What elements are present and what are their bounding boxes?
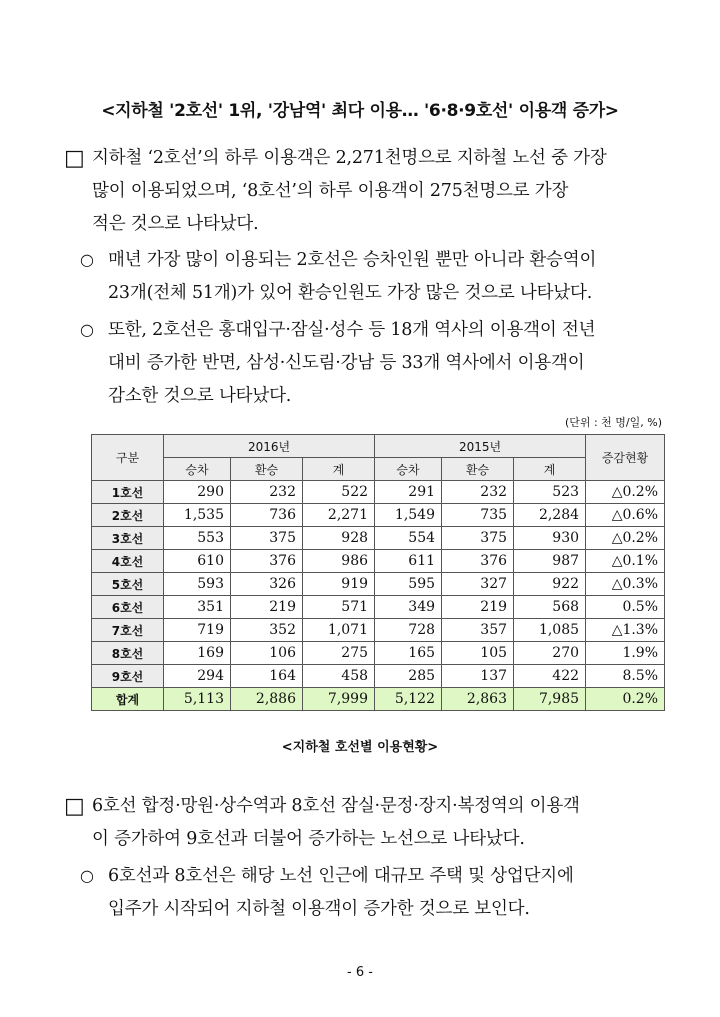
row-line-label: 3호선: [92, 527, 164, 550]
square-bullet-icon: □: [64, 794, 85, 819]
header-total-2016: 계: [303, 458, 375, 481]
header-transfer-2016: 환승: [231, 458, 303, 481]
row-value-cell: 5,122: [375, 688, 442, 711]
row-value-cell: 553: [164, 527, 231, 550]
row-value-cell: 728: [375, 619, 442, 642]
row-line-label: 1호선: [92, 481, 164, 504]
row-value-cell: 232: [442, 481, 514, 504]
section1-sub1-line-2: 23개(전체 51개)가 있어 환승인원도 가장 많은 것으로 나타났다.: [108, 283, 593, 303]
table-row: [92, 504, 665, 527]
row-value-cell: 137: [442, 665, 514, 688]
row-value-cell: 357: [442, 619, 514, 642]
row-change-cell: △0.2%: [586, 527, 665, 550]
header-line: 구분: [92, 435, 164, 481]
row-line-label: 6호선: [92, 596, 164, 619]
row-change-cell: 0.2%: [586, 688, 665, 711]
row-value-cell: 270: [514, 642, 586, 665]
row-value-cell: 568: [514, 596, 586, 619]
page-title: <지하철 '2호선' 1위, '강남역' 최다 이용… '6·8·9호선' 이용객 증가>: [101, 101, 619, 121]
row-value-cell: 523: [514, 481, 586, 504]
section2-paragraph: [92, 790, 580, 856]
table-row: [92, 596, 665, 619]
section2-sub1-paragraph: [108, 860, 574, 926]
row-value-cell: 735: [442, 504, 514, 527]
row-value-cell: 1,071: [303, 619, 375, 642]
section1-paragraph: [92, 142, 607, 241]
header-year-2015: 2015년: [375, 435, 586, 458]
section1-sub1-line-1: 매년 가장 많이 이용되는 2호선은 승차인원 뿐만 아니라 환승역이: [108, 250, 597, 270]
section1-line-1: 지하철 ‘2호선’의 하루 이용객은 2,271천명으로 지하철 노선 중 가장: [92, 148, 607, 168]
row-value-cell: 294: [164, 665, 231, 688]
section2-sub1-line-1: 6호선과 8호선은 해당 노선 인근에 대규모 주택 및 상업단지에: [108, 866, 574, 886]
row-value-cell: 522: [303, 481, 375, 504]
row-value-cell: 164: [231, 665, 303, 688]
row-value-cell: 987: [514, 550, 586, 573]
row-value-cell: 375: [231, 527, 303, 550]
row-value-cell: 611: [375, 550, 442, 573]
row-value-cell: 290: [164, 481, 231, 504]
row-value-cell: 2,271: [303, 504, 375, 527]
row-value-cell: 165: [375, 642, 442, 665]
row-line-label: 7호선: [92, 619, 164, 642]
row-value-cell: 736: [231, 504, 303, 527]
header-boarding-2016: 승차: [164, 458, 231, 481]
section1-sub2-line-3: 감소한 것으로 나타났다.: [108, 386, 292, 406]
row-value-cell: 376: [231, 550, 303, 573]
row-line-label: 5호선: [92, 573, 164, 596]
row-value-cell: 571: [303, 596, 375, 619]
table-row: [92, 573, 665, 596]
section1-sub2-line-1: 또한, 2호선은 홍대입구·잠실·성수 등 18개 역사의 이용객이 전년: [108, 320, 596, 340]
row-value-cell: 1,535: [164, 504, 231, 527]
section1-sub2-paragraph: [108, 314, 595, 413]
row-value-cell: 275: [303, 642, 375, 665]
row-value-cell: 7,985: [514, 688, 586, 711]
row-value-cell: 928: [303, 527, 375, 550]
row-line-label: 합계: [92, 688, 164, 711]
row-value-cell: 919: [303, 573, 375, 596]
row-value-cell: 352: [231, 619, 303, 642]
row-value-cell: 554: [375, 527, 442, 550]
row-value-cell: 1,085: [514, 619, 586, 642]
row-value-cell: 593: [164, 573, 231, 596]
row-value-cell: 458: [303, 665, 375, 688]
row-change-cell: △0.6%: [586, 504, 665, 527]
row-change-cell: 8.5%: [586, 665, 665, 688]
row-value-cell: 106: [231, 642, 303, 665]
header-boarding-2015: 승차: [375, 458, 442, 481]
row-value-cell: 232: [231, 481, 303, 504]
row-value-cell: 2,863: [442, 688, 514, 711]
row-value-cell: 7,999: [303, 688, 375, 711]
row-value-cell: 986: [303, 550, 375, 573]
row-change-cell: △1.3%: [586, 619, 665, 642]
table-row: [92, 550, 665, 573]
row-value-cell: 2,284: [514, 504, 586, 527]
table-row: [92, 665, 665, 688]
table-caption: <지하철 호선별 이용현황>: [281, 740, 439, 755]
row-change-cell: △0.3%: [586, 573, 665, 596]
row-change-cell: △0.1%: [586, 550, 665, 573]
row-value-cell: 375: [442, 527, 514, 550]
row-value-cell: 595: [375, 573, 442, 596]
row-value-cell: 219: [231, 596, 303, 619]
row-line-label: 9호선: [92, 665, 164, 688]
row-change-cell: 1.9%: [586, 642, 665, 665]
row-line-label: 4호선: [92, 550, 164, 573]
row-change-cell: 0.5%: [586, 596, 665, 619]
row-value-cell: 349: [375, 596, 442, 619]
table-row: [92, 642, 665, 665]
header-year-2016: 2016년: [164, 435, 375, 458]
circle-bullet-icon: ○: [80, 320, 94, 339]
table-unit-note: (단위 : 천 명/일, %): [564, 416, 662, 429]
table-row: [92, 481, 665, 504]
row-value-cell: 930: [514, 527, 586, 550]
row-line-label: 2호선: [92, 504, 164, 527]
table-row: [92, 619, 665, 642]
row-change-cell: △0.2%: [586, 481, 665, 504]
row-value-cell: 1,549: [375, 504, 442, 527]
row-value-cell: 376: [442, 550, 514, 573]
section2-line-1: 6호선 합정·망원·상수역과 8호선 잠실·문정·장지·복정역의 이용객: [92, 796, 580, 816]
page-number: - 6 -: [347, 965, 373, 980]
section2-sub1-line-2: 입주가 시작되어 지하철 이용객이 증가한 것으로 보인다.: [108, 899, 530, 919]
square-bullet-icon: □: [64, 146, 85, 171]
row-value-cell: 326: [231, 573, 303, 596]
header-change: 증감현황: [586, 435, 665, 481]
table-row: [92, 527, 665, 550]
table-total-row: [92, 688, 665, 711]
row-value-cell: 610: [164, 550, 231, 573]
row-value-cell: 327: [442, 573, 514, 596]
row-value-cell: 105: [442, 642, 514, 665]
row-line-label: 8호선: [92, 642, 164, 665]
subway-usage-table: [91, 434, 665, 711]
section1-line-3: 적은 것으로 나타났다.: [92, 214, 259, 234]
row-value-cell: 169: [164, 642, 231, 665]
row-value-cell: 285: [375, 665, 442, 688]
row-value-cell: 5,113: [164, 688, 231, 711]
section1-sub2-line-2: 대비 증가한 반면, 삼성·신도림·강남 등 33개 역사에서 이용객이: [108, 353, 585, 373]
header-total-2015: 계: [514, 458, 586, 481]
circle-bullet-icon: ○: [80, 250, 94, 269]
row-value-cell: 291: [375, 481, 442, 504]
row-value-cell: 422: [514, 665, 586, 688]
row-value-cell: 351: [164, 596, 231, 619]
section1-sub1-paragraph: [108, 244, 596, 310]
section2-line-2: 이 증가하여 9호선과 더불어 증가하는 노선으로 나타났다.: [92, 829, 525, 849]
row-value-cell: 719: [164, 619, 231, 642]
row-value-cell: 2,886: [231, 688, 303, 711]
header-transfer-2015: 환승: [442, 458, 514, 481]
circle-bullet-icon: ○: [80, 866, 94, 885]
row-value-cell: 922: [514, 573, 586, 596]
section1-line-2: 많이 이용되었으며, ‘8호선’의 하루 이용객이 275천명으로 가장: [92, 181, 569, 201]
row-value-cell: 219: [442, 596, 514, 619]
